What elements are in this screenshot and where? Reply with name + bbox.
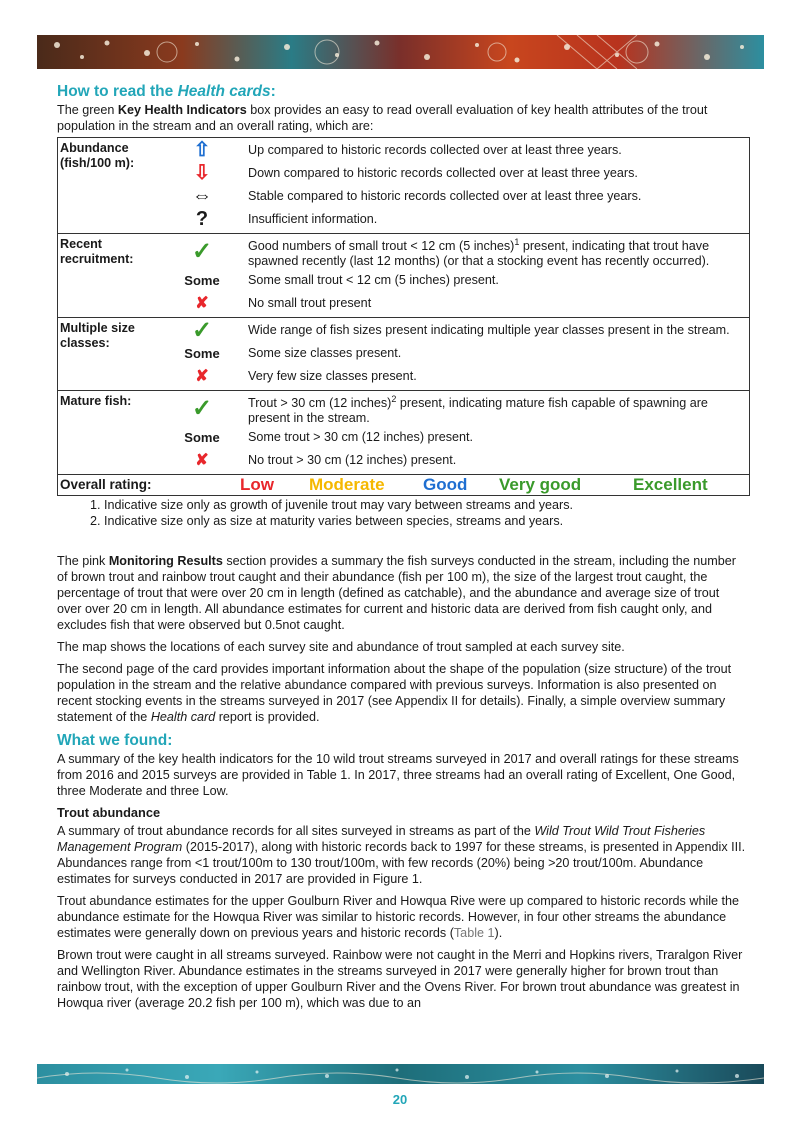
recruitment-none-row <box>170 292 749 315</box>
abundance-stable-row <box>170 185 749 208</box>
abundance-insufficient-row <box>170 208 749 231</box>
key-health-indicators-table <box>57 137 750 496</box>
abundance-up-text: Up compared to historic records collected over at least three years. <box>248 143 622 157</box>
cross-icon: ✘ <box>195 451 209 469</box>
recruitment-good-row <box>170 235 749 269</box>
size-classes-group <box>58 318 750 391</box>
top-decorative-banner <box>37 35 764 69</box>
abundance-paragraph: A summary of trout abundance records for all sites surveyed in streams as part of the Wild Trout Wild Trout Fisheries Management Program (2015-2017), along with historic records back to 1997 for these streams, is presented in Appendix III. Abundances range from <1 trout/100m to 130 trout/100m, with few records (20%) being >20 trout/100m. Abundance estimates for surveys conducted in 2017 are provided in Figure 1. <box>57 824 746 887</box>
cross-icon: ✘ <box>195 367 209 385</box>
recruitment-group <box>58 234 750 318</box>
size-classes-none-text: Very few size classes present. <box>248 369 417 384</box>
rating-very-good: Very good <box>499 475 582 495</box>
recruitment-none-text: No small trout present <box>248 296 372 311</box>
summary-paragraph: A summary of the key health indicators for the 10 wild trout streams surveyed in 2017 and overall ratings for these streams from 2016 and 2015 surveys are provided in Table 1. In 2017, three streams had an overall rating of Excellent, One Good, three Moderate and three Low. <box>57 752 739 799</box>
mature-good-text: Trout > 30 cm (12 inches)$^2$ present, indicating mature fish capable of spawning are present in the stream. <box>248 394 708 426</box>
page-number: 20 <box>392 1092 408 1107</box>
tick-icon: ✓ <box>191 238 213 266</box>
mature-none-text: No trout > 30 cm (12 inches) present. <box>248 453 457 468</box>
rating-good: Good <box>423 475 468 495</box>
size-classes-some-text: Some size classes present. <box>248 346 402 361</box>
recruitment-label: Recent recruitment: <box>58 234 171 318</box>
bottom-decorative-banner <box>37 1064 764 1084</box>
abundance-stable-text: Stable compared to historic records collected over at least three years. <box>248 189 642 203</box>
size-classes-label: Multiple size classes: <box>58 318 171 391</box>
heading-text: How to read the <box>57 83 178 100</box>
down-arrow-icon: ⇩ <box>193 161 211 184</box>
monitoring-paragraph: The pink Monitoring Results section provides a summary the fish surveys conducted in the stream, including the number of brown trout and rainbow trout caught and their abundance (fish per 100 m), the size of the largest trout caught, the percentage of trout that were over 20 cm in length (defined as catchable), and the abundance and average size of trout over over 20 cm in length. All abundance estimates for current and historic data are derived from fish caught only, and excludes fish that were observed but 0.5not caught. <box>57 554 736 633</box>
mature-good-row <box>170 392 749 426</box>
mature-some-text: Some trout > 30 cm (12 inches) present. <box>248 430 474 445</box>
recruitment-some-row <box>170 269 749 292</box>
intro-text-end: box provides an easy to read overall evaluation of key health attributes of the trout population in the stream and an overall rating, which are: <box>57 103 708 133</box>
rating-low: Low <box>240 475 274 495</box>
overall-rating-row <box>58 475 750 496</box>
trout-abundance-heading: Trout abundance <box>57 805 161 821</box>
some-label: Some <box>184 429 220 445</box>
size-classes-good-text: Wide range of fish sizes present indicating multiple year classes present in the stream. <box>248 323 730 338</box>
intro-text: The green <box>57 103 118 117</box>
size-classes-good-row <box>170 316 749 344</box>
ratings-scale <box>240 477 747 493</box>
abundance-up-row <box>170 139 749 162</box>
heading-italic-text: Health cards <box>177 83 271 100</box>
tick-icon: ✓ <box>191 395 213 423</box>
tick-icon: ✓ <box>191 316 213 344</box>
some-label: Some <box>184 272 220 288</box>
up-arrow-icon: ⇧ <box>193 138 211 161</box>
left-right-arrow-icon: ⇔ <box>192 184 212 207</box>
overall-rating-label: Overall rating: <box>58 475 171 496</box>
question-icon: ? <box>195 207 209 230</box>
abundance-insufficient-text: Insufficient information. <box>248 212 378 226</box>
estimates-paragraph: Trout abundance estimates for the upper Goulburn River and Howqua Rive were up compared to historic records while the abundance estimate for the Howqua River was similar to historic records. However, in four other streams the abundance estimates were generally down on previous years and historic records (Table 1). <box>57 894 740 941</box>
mature-some-row <box>170 426 749 449</box>
second-page-paragraph: The second page of the card provides important information about the shape of the population (size structure) of the trout population in the stream and the relative abundance compared with previous surveys. Information is also presented on recent stocking events in the streams surveyed in 2017 (see Appendix II for details). Finally, a simple overview summary statement of the Health card report is provided. <box>57 662 732 725</box>
rating-moderate: Moderate <box>309 475 385 495</box>
footnotes-list <box>57 498 747 529</box>
cross-icon: ✘ <box>195 294 209 312</box>
intro-bold-text: Key Health Indicators <box>117 103 247 117</box>
recruitment-good-text: Good numbers of small trout < 12 cm (5 inches)$^1$ present, indicating that trout have spawned recently (last 12 months) (or that a stocking event has recently occurred). <box>248 237 710 269</box>
mature-fish-label: Mature fish: <box>58 391 171 475</box>
abundance-group <box>58 138 750 234</box>
some-label: Some <box>184 345 220 361</box>
abundance-down-text: Down compared to historic records collected over at least three years. <box>248 166 638 180</box>
footnote-1: 1. Indicative size only as growth of juvenile trout may vary between streams and years. <box>104 498 747 514</box>
size-classes-some-row <box>170 342 749 365</box>
recruitment-some-text: Some small trout < 12 cm (5 inches) present. <box>248 273 499 288</box>
brown-trout-paragraph: Brown trout were caught in all streams surveyed. Rainbow were not caught in the Merri and Hopkins rivers, Traralgon River and Wellington River. Abundance estimates in the streams surveyed in 2017 were generally higher for brown trout than rainbow trout, with the exception of upper Goulburn River and the Ovens River. For brown trout abundance was greatest in Howqua river (average 20.2 fish per 100 m), which was due to an <box>57 948 743 1011</box>
table-1-link[interactable]: Table 1 <box>453 926 495 941</box>
abundance-down-row <box>170 162 749 185</box>
heading-suffix: : <box>270 83 276 100</box>
mature-none-row <box>170 449 749 472</box>
mature-fish-group <box>58 391 750 475</box>
section-heading-what-we-found: What we found: <box>57 732 173 750</box>
footnote-2: 2. Indicative size only as size at maturity varies between species, streams and years. <box>104 514 747 530</box>
abundance-label: Abundance (fish/100 m): <box>58 138 171 234</box>
intro-paragraph <box>57 102 747 134</box>
rating-excellent: Excellent <box>633 475 708 495</box>
map-paragraph: The map shows the locations of each survey site and abundance of trout sampled at each survey site. <box>57 640 625 655</box>
size-classes-none-row <box>170 365 749 388</box>
section-heading-health-cards <box>57 84 747 100</box>
